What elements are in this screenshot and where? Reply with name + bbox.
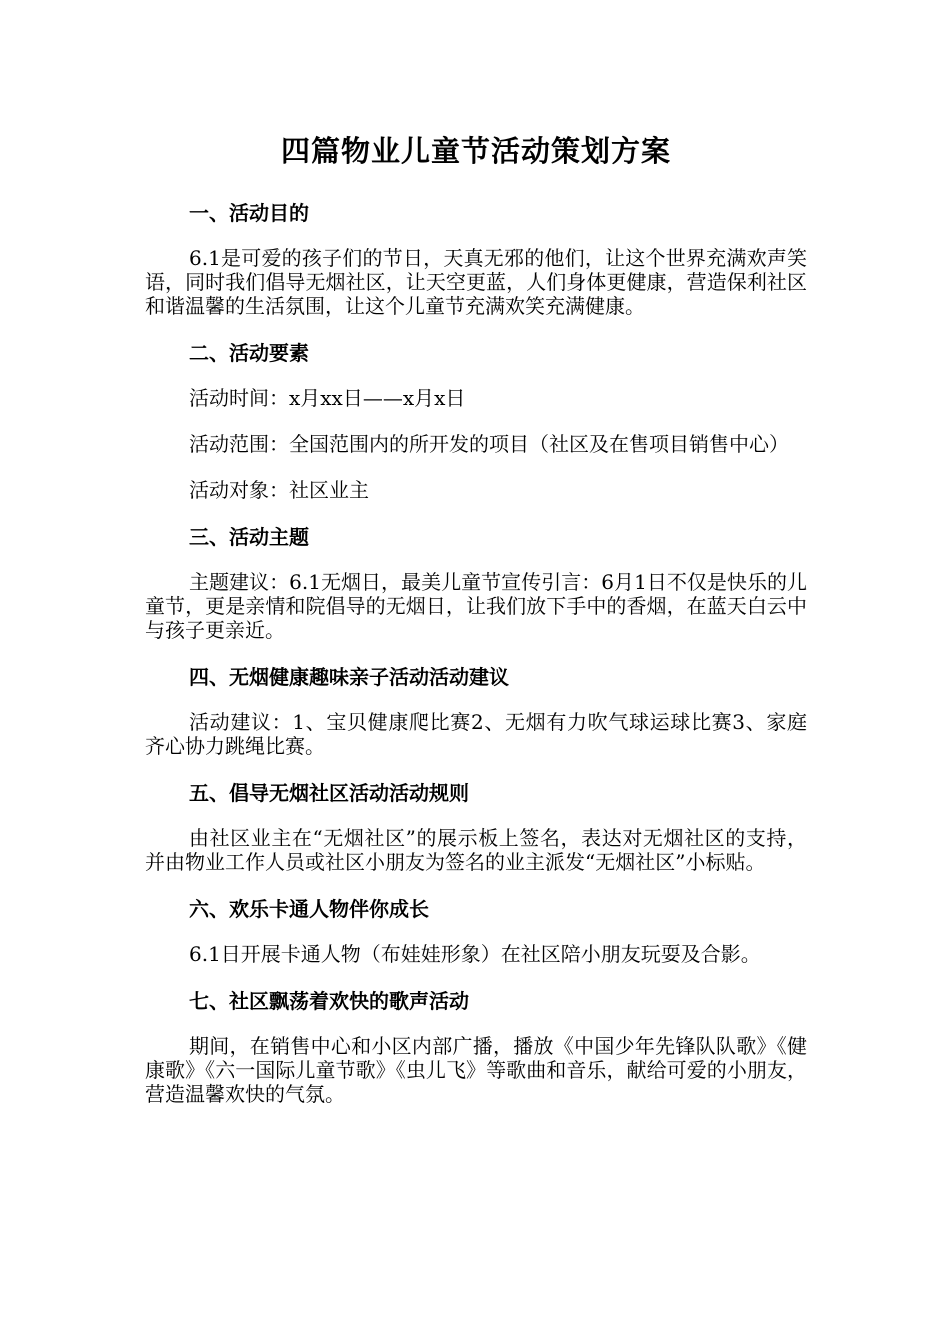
section-heading: 一、活动目的 (189, 201, 309, 225)
section-paragraph: 6.1日开展卡通人物（布娃娃形象）在社区陪小朋友玩耍及合影。 (189, 942, 761, 966)
section-paragraph: 活动范围：全国范围内的所开发的项目（社区及在售项目销售中心） (189, 432, 789, 456)
section-paragraph: 期间，在销售中心和小区内部广播，播放《中国少年先锋队队歌》《健康歌》《六一国际儿童节歌》《虫儿飞》等歌曲和音乐，献给可爱的小朋友，营造温馨欢快的气氛。 (145, 1034, 807, 1106)
section-paragraph: 活动时间：x月xx日——x月x日 (189, 386, 466, 410)
section-heading: 二、活动要素 (189, 341, 309, 365)
document-page (145, 128, 807, 1128)
section-theme (145, 524, 807, 642)
section-paragraph: 6.1是可爱的孩子们的节日，天真无邪的他们，让这个世界充满欢声笑语，同时我们倡导无烟社区，让天空更蓝，人们身体更健康，营造保利社区和谐温馨的生活氛围，让这个儿童节充满欢笑充满健康。 (145, 246, 807, 318)
section-songs (145, 988, 807, 1106)
section-purpose (145, 200, 807, 318)
section-heading: 六、欢乐卡通人物伴你成长 (189, 897, 429, 921)
section-paragraph: 活动对象：社区业主 (189, 478, 369, 502)
section-heading: 五、倡导无烟社区活动活动规则 (189, 781, 469, 805)
section-cartoon (145, 896, 807, 966)
section-heading: 七、社区飘荡着欢快的歌声活动 (189, 989, 469, 1013)
section-heading: 三、活动主题 (189, 525, 309, 549)
section-rules (145, 780, 807, 874)
section-heading: 四、无烟健康趣味亲子活动活动建议 (189, 665, 509, 689)
document-title: 四篇物业儿童节活动策划方案 (280, 134, 671, 168)
section-activity-suggestions (145, 664, 807, 758)
section-paragraph: 主题建议：6.1无烟日，最美儿童节宣传引言：6月1日不仅是快乐的儿童节，更是亲情和院倡导的无烟日，让我们放下手中的香烟，在蓝天白云中与孩子更亲近。 (145, 570, 807, 642)
section-paragraph: 活动建议：1、宝贝健康爬比赛2、无烟有力吹气球运球比赛3、家庭齐心协力跳绳比赛。 (145, 710, 807, 758)
section-paragraph: 由社区业主在“无烟社区”的展示板上签名，表达对无烟社区的支持，并由物业工作人员或社区小朋友为签名的业主派发“无烟社区”小标贴。 (145, 826, 807, 874)
section-elements (145, 340, 807, 502)
